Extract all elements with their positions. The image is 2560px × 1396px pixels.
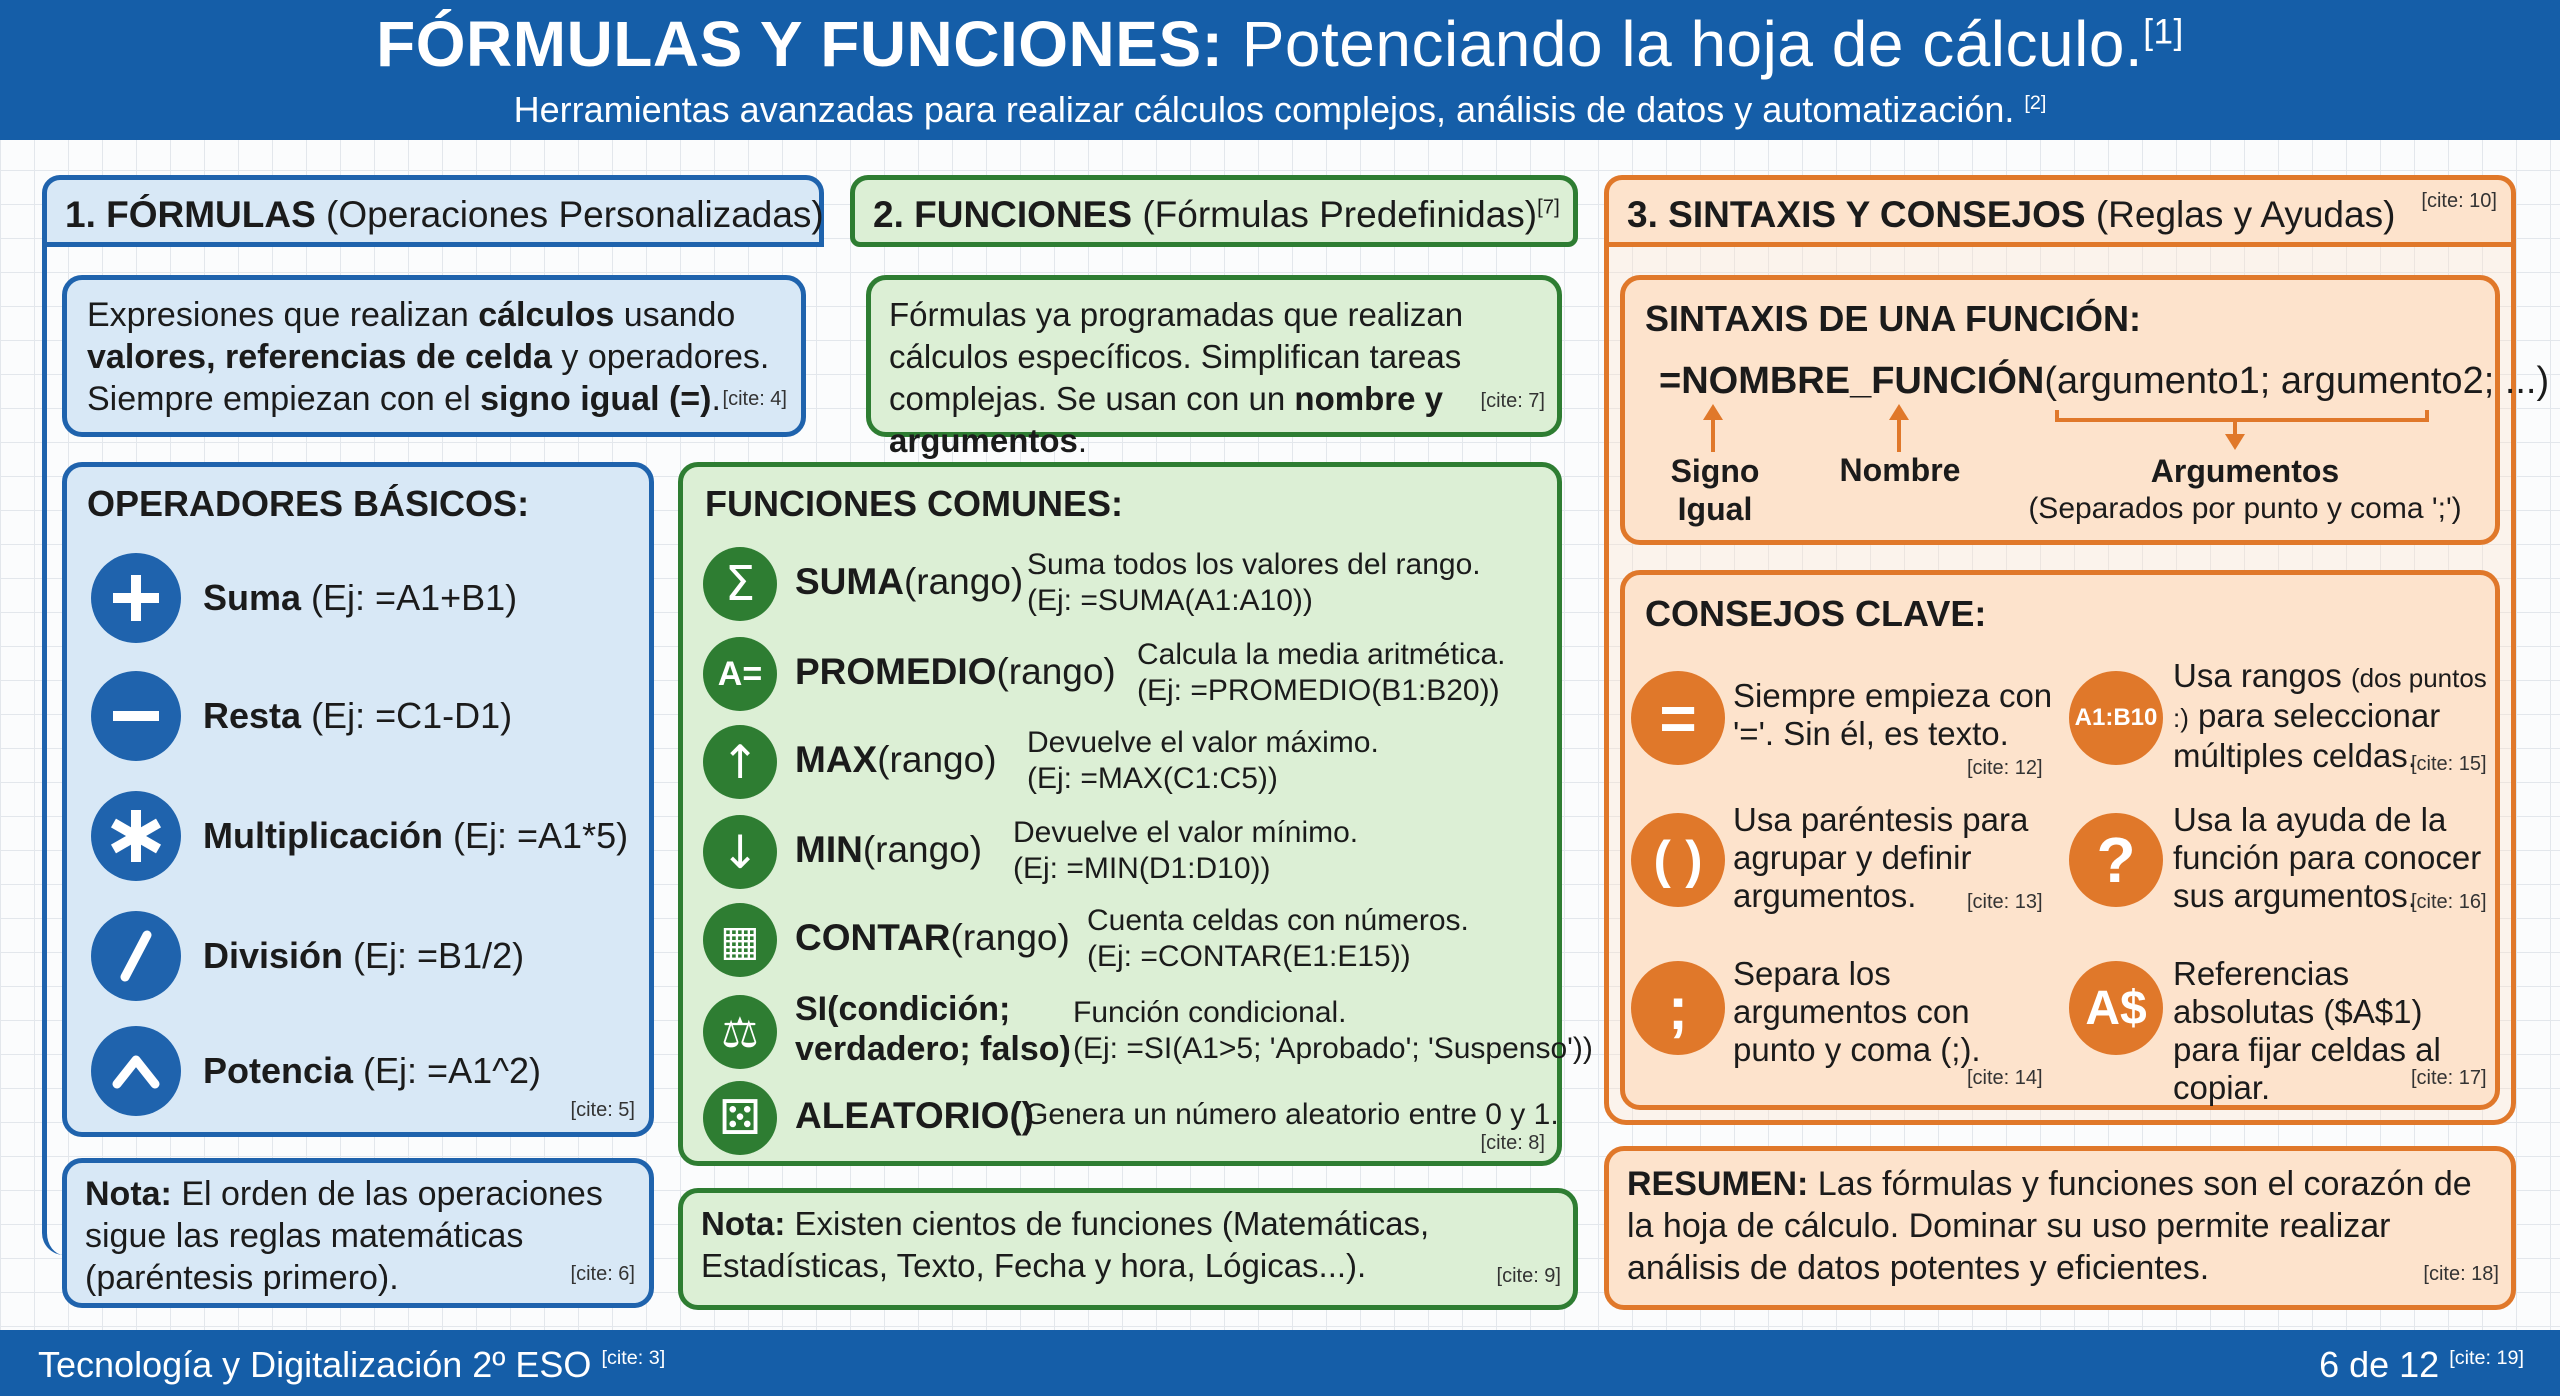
function-name: [795, 1095, 1034, 1137]
function-name: [795, 829, 982, 871]
arrow-up-icon: [703, 725, 777, 799]
fn-name-bold: SI(condición;: [795, 990, 1011, 1028]
summary-cite: [cite: 18]: [2423, 1263, 2499, 1285]
fn-glyph: ↑: [720, 735, 760, 789]
tip-text: Referencias absolutas ($A$1) para fijar celdas al copiar.: [2173, 955, 2441, 1106]
note-bold: Nota:: [701, 1205, 786, 1242]
function-desc: [1137, 637, 1505, 709]
operator-label: [203, 935, 524, 977]
footer-course: [38, 1344, 665, 1386]
fn-desc-line: Calcula la media aritmética.: [1137, 638, 1506, 671]
functions-header: [850, 175, 1578, 247]
fn-glyph: A=: [717, 654, 763, 693]
summary-text: Las fórmulas y funciones son el corazón de la hoja de cálculo. Dominar su uso permite realizar análisis de datos potentes y eficientes.: [1627, 1165, 2472, 1287]
absolute-ref-icon: [2069, 961, 2163, 1055]
function-desc: [1027, 547, 1481, 619]
subtitle-text: Herramientas avanzadas para realizar cálculos complejos, análisis de datos y automatización.: [513, 89, 2015, 130]
tip-text-part: Usa rangos: [2173, 657, 2351, 694]
operator-label: [203, 1050, 541, 1092]
label-args-sub: (Separados por punto y coma ';'): [2028, 492, 2462, 525]
fn-desc-line: Función condicional.: [1073, 996, 1347, 1029]
formulas-header-rest: (Operaciones Personalizadas): [315, 194, 824, 235]
page-title: [0, 0, 2560, 80]
fn-args: (rango): [903, 561, 1024, 602]
equals-icon: [1631, 671, 1725, 765]
fn-glyph: ▦: [720, 915, 760, 965]
intro-bold: cálculos: [478, 296, 615, 334]
intro-text: Fórmulas ya programadas que realizan cálculos específicos. Simplifican tareas complejas. Se usan con un: [889, 296, 1464, 417]
tips-card: [1620, 570, 2500, 1110]
syntax-header: [1604, 175, 2516, 247]
function-desc: [1073, 995, 1593, 1067]
operator-name: Suma: [203, 577, 302, 618]
fn-name-bold: MIN: [795, 829, 863, 870]
fn-args: (rango): [862, 829, 983, 870]
functions-cite: [cite: 8]: [1480, 1132, 1545, 1154]
footer-course-cite: [cite: 3]: [601, 1347, 666, 1369]
page-number: [2319, 1344, 2524, 1386]
operator-name: Multiplicación: [203, 815, 444, 856]
fn-desc-line: Devuelve el valor mínimo.: [1013, 816, 1359, 849]
note-cite: [cite: 6]: [570, 1263, 635, 1285]
intro-text: y operadores. Siempre empiezan con el: [87, 338, 770, 418]
operator-row: [91, 670, 512, 762]
function-name: [795, 651, 1116, 693]
operator-example: (Ej: =A1^2): [353, 1050, 542, 1091]
syntax-formula: [1659, 360, 2549, 403]
intro-bold: valores, referencias de celda: [87, 338, 552, 376]
label-args: [2005, 452, 2485, 528]
footer-bar: [0, 1330, 2560, 1396]
fn-desc-line: (Ej: =CONTAR(E1:E15)): [1087, 940, 1411, 973]
intro-cite: [cite: 4]: [722, 388, 787, 410]
fn-glyph: Σ: [724, 556, 756, 612]
syntax-name: NOMBRE_FUNCIÓN: [1681, 360, 2045, 402]
operators-cite: [cite: 5]: [570, 1099, 635, 1121]
range-icon: [2069, 671, 2163, 765]
operators-card: [62, 462, 654, 1137]
operator-row: [91, 1025, 541, 1117]
tip-cite: [cite: 12]: [1967, 757, 2043, 779]
operator-label: [203, 815, 628, 857]
note-cite: [cite: 9]: [1496, 1265, 1561, 1287]
fn-desc-line: Devuelve el valor máximo.: [1027, 726, 1379, 759]
operator-row: [91, 790, 628, 882]
tips-title: CONSEJOS CLAVE:: [1645, 593, 1987, 634]
tip-text: Usa la ayuda de la función para conocer sus argumentos.: [2173, 801, 2482, 914]
semicolon-icon: [1631, 961, 1725, 1055]
function-desc: [1087, 903, 1469, 975]
function-name: [795, 739, 997, 781]
title-cite: [1]: [2143, 12, 2184, 52]
function-name: [795, 561, 1023, 603]
tip-cite: [cite: 13]: [1967, 891, 2043, 913]
formulas-header-bold: 1. FÓRMULAS: [65, 194, 316, 235]
operator-example: (Ej: =A1*5): [443, 815, 629, 856]
fn-name-bold: ALEATORIO(): [795, 1095, 1035, 1136]
arrow-down-icon: [703, 815, 777, 889]
intro-text: usando: [614, 296, 736, 334]
tip-text: Usa paréntesis para agrupar y definir argumentos.: [1733, 801, 2029, 914]
tip-glyph: ?: [2096, 824, 2136, 896]
fn-desc-line: (Ej: =SI(A1>5; 'Aprobado'; 'Suspenso')): [1073, 1032, 1593, 1065]
tip-text-part: para seleccionar múltiples celdas.: [2173, 697, 2441, 774]
operator-label: [203, 577, 517, 619]
intro-text: Expresiones que realizan: [87, 296, 479, 334]
tip-cite: [cite: 16]: [2411, 891, 2487, 913]
note-bold: Nota:: [85, 1175, 172, 1213]
operator-name: Potencia: [203, 1050, 354, 1091]
fn-name-bold: MAX: [795, 739, 878, 780]
fn-desc-line: (Ej: =SUMA(A1:A10)): [1027, 584, 1313, 617]
sigma-icon: [703, 547, 777, 621]
syntax-header-cite: [cite: 10]: [2421, 190, 2497, 212]
caret-icon: [91, 1026, 181, 1116]
fn-name-bold: verdadero; falso): [795, 1030, 1071, 1068]
fn-desc-line: Genera un número aleatorio entre 0 y 1.: [1025, 1098, 1559, 1131]
tip-text-small: (dos puntos :): [2173, 663, 2487, 733]
operator-example: (Ej: =B1/2): [343, 935, 525, 976]
fn-desc-line: (Ej: =MAX(C1:C5)): [1027, 762, 1278, 795]
formulas-note-card: [62, 1158, 654, 1308]
fn-name-bold: PROMEDIO: [795, 651, 997, 692]
fn-name-bold: SUMA: [795, 561, 904, 602]
page-number-cite: [cite: 19]: [2449, 1347, 2524, 1369]
fn-desc-line: Cuenta celdas con números.: [1087, 904, 1469, 937]
fn-args: (rango): [877, 739, 997, 780]
slash-icon: [91, 911, 181, 1001]
tip-glyph: A$: [2085, 981, 2147, 1035]
tip-glyph: ( ): [1653, 831, 1703, 889]
formulas-intro-card: [62, 275, 806, 437]
label-sign-line: Igual: [1677, 491, 1753, 527]
tip-text: Separa los argumentos con punto y coma (;).: [1733, 955, 1981, 1068]
operator-label: [203, 695, 512, 737]
scales-icon: [703, 995, 777, 1069]
label-name: Nombre: [1839, 452, 1961, 488]
syntax-equals: =: [1659, 360, 1682, 402]
tip-cite: [cite: 14]: [1967, 1067, 2043, 1089]
label-sign: [1655, 452, 1775, 528]
intro-bold: signo igual (=): [480, 380, 712, 418]
function-desc: [1027, 725, 1379, 797]
tip-glyph: ;: [1668, 974, 1688, 1042]
fn-args: (rango): [950, 917, 1070, 958]
intro-text: .: [1077, 422, 1088, 459]
functions-title: FUNCIONES COMUNES:: [705, 483, 1124, 524]
fn-glyph: ⚄: [719, 1090, 761, 1146]
page-number-text: 6 de 12: [2319, 1344, 2440, 1385]
tip-glyph: =: [1659, 682, 1697, 754]
dice-icon: [703, 1081, 777, 1155]
footer-course-text: Tecnología y Digitalización 2º ESO: [38, 1344, 592, 1385]
asterisk-icon: [91, 791, 181, 881]
minus-icon: [91, 671, 181, 761]
label-args-title: Argumentos: [2150, 453, 2340, 489]
summary-bold: RESUMEN:: [1627, 1165, 1809, 1203]
functions-card: [678, 462, 1593, 1166]
functions-header-rest: (Fórmulas Predefinidas): [1132, 194, 1538, 235]
fn-desc-line: Suma todos los valores del rango.: [1027, 548, 1481, 581]
tip-cite: [cite: 17]: [2411, 1067, 2487, 1089]
plus-icon: [91, 553, 181, 643]
syntax-card: [1620, 275, 2550, 545]
operators-title: OPERADORES BÁSICOS:: [87, 483, 530, 524]
syntax-title: SINTAXIS DE UNA FUNCIÓN:: [1645, 298, 2142, 339]
function-name: [795, 917, 1070, 959]
tip-text: Siempre empieza con '='. Sin él, es texto.: [1733, 677, 2053, 752]
header-banner: [0, 0, 2560, 140]
fn-name-bold: CONTAR: [795, 917, 951, 958]
subtitle-cite: [2]: [2024, 92, 2047, 114]
intro-text: .: [711, 380, 721, 418]
label-sign-line: Signo: [1670, 453, 1760, 489]
functions-note-card: [678, 1188, 1578, 1310]
syntax-header-bold: 3. SINTAXIS Y CONSEJOS: [1627, 194, 2086, 235]
intro-cite: [cite: 7]: [1480, 390, 1545, 412]
functions-header-bold: 2. FUNCIONES: [873, 194, 1133, 235]
functions-header-cite: [7]: [1537, 196, 1560, 219]
operator-example: (Ej: =C1-D1): [301, 695, 513, 736]
counter-icon: [703, 903, 777, 977]
fn-desc-line: (Ej: =PROMEDIO(B1:B20)): [1137, 674, 1500, 707]
operator-name: División: [203, 935, 344, 976]
formulas-header: [42, 175, 824, 247]
title-bold: FÓRMULAS Y FUNCIONES:: [376, 8, 1224, 80]
average-icon: [703, 637, 777, 711]
title-rest: Potenciando la hoja de cálculo.: [1223, 8, 2144, 80]
tip-glyph: A1:B10: [2074, 704, 2158, 731]
fn-args: (rango): [996, 651, 1116, 692]
operator-row: [91, 910, 524, 1002]
note-text: Existen cientos de funciones (Matemáticas, Estadísticas, Texto, Fecha y hora, Lógicas...).: [701, 1205, 1430, 1284]
page-subtitle: [0, 90, 2560, 130]
fn-glyph: ↓: [720, 825, 760, 879]
function-desc: [1013, 815, 1358, 887]
syntax-args: (argumento1; argumento2; ...): [2044, 360, 2550, 402]
parentheses-icon: [1631, 813, 1725, 907]
functions-intro-card: [866, 275, 1562, 459]
note-text: El orden de las operaciones sigue las reglas matemáticas (paréntesis primero).: [85, 1175, 603, 1297]
operator-row: [91, 552, 517, 644]
summary-card: [1604, 1146, 2516, 1310]
intro-bold: nombre y argumentos: [889, 380, 1443, 459]
operator-example: (Ej: =A1+B1): [301, 577, 518, 618]
operator-name: Resta: [203, 695, 302, 736]
fn-desc-line: (Ej: =MIN(D1:D10)): [1013, 852, 1271, 885]
syntax-header-rest: (Reglas y Ayudas): [2085, 194, 2396, 235]
help-icon: [2069, 813, 2163, 907]
fn-glyph: ⚖: [721, 1007, 759, 1057]
function-name: [795, 989, 1071, 1069]
tip-cite: [cite: 15]: [2411, 753, 2487, 775]
function-desc: [1025, 1097, 1559, 1133]
